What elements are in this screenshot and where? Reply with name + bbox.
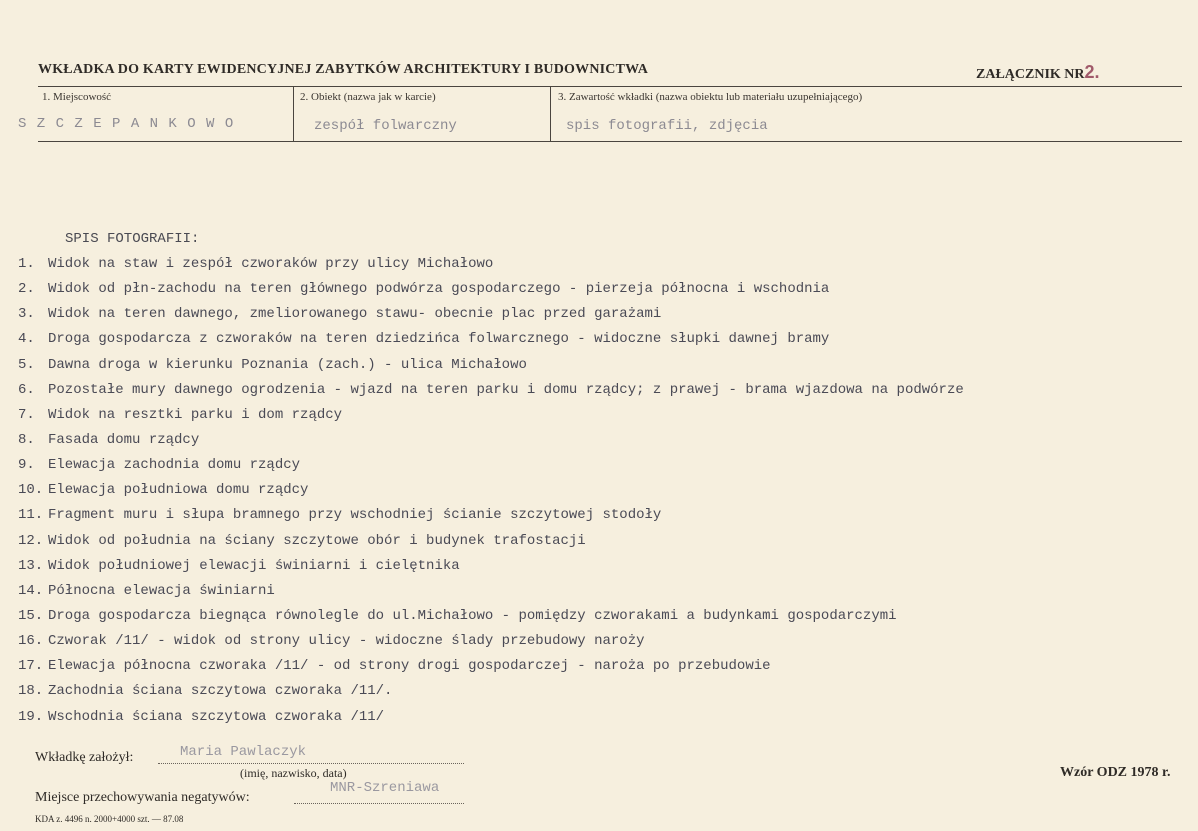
list-item	[18, 255, 964, 280]
list-item-text: Droga gospodarcza z czworaków na teren dziedzińca folwarcznego - widoczne słupki dawnej bramy	[48, 331, 830, 348]
list-item-number: 16.	[18, 633, 44, 650]
storage-value: MNR-Szreniawa	[330, 780, 440, 796]
header-bottom-rule	[38, 141, 1182, 142]
storage-label: Miejsce przechowywania negatywów:	[35, 790, 250, 805]
list-item-text: Elewacja północna czworaka /11/ - od strony drogi gospodarczej - naroża po przebudowie	[48, 658, 771, 675]
list-item	[18, 406, 964, 431]
form-title: WKŁADKA DO KARTY EWIDENCYJNEJ ZABYTKÓW ARCHITEKTURY I BUDOWNICTWA	[38, 62, 649, 77]
list-item-number: 17.	[18, 658, 44, 675]
list-item-text: Wschodnia ściana szczytowa czworaka /11/	[48, 708, 385, 725]
list-item	[18, 330, 964, 355]
object-value: zespół folwarczny	[314, 118, 457, 134]
founder-dotted-line	[158, 763, 464, 764]
list-item-number: 14.	[18, 582, 44, 599]
list-item	[18, 557, 964, 582]
list-item-text: Widok od południa na ściany szczytowe obór i budynek trafostacji	[48, 532, 586, 549]
list-item-text: Elewacja zachodnia domu rządcy	[48, 457, 301, 474]
list-item-text: Widok na staw i zespół czworaków przy ulicy Michałowo	[48, 256, 494, 272]
list-item-text: Czworak /11/ - widok od strony ulicy - widoczne ślady przebudowy naroży	[48, 633, 645, 650]
list-item-text: Zachodnia ściana szczytowa czworaka /11/.	[48, 683, 393, 700]
list-item-number: 12.	[18, 532, 44, 549]
list-item	[18, 456, 964, 481]
founder-hint: (imię, nazwisko, data)	[240, 766, 347, 780]
form-model: Wzór ODZ 1978 r.	[1060, 765, 1171, 780]
list-item-number: 18.	[18, 683, 44, 700]
list-item	[18, 431, 964, 456]
list-item-text: Północna elewacja świniarni	[48, 582, 275, 599]
list-item-text: Elewacja południowa domu rządcy	[48, 482, 309, 499]
list-item	[18, 657, 964, 682]
list-item-text: Widok na resztki parku i dom rządcy	[48, 406, 343, 423]
list-item-text: Widok od płn-zachodu na teren głównego podwórza gospodarczego - pierzeja północna i wschodnia	[48, 281, 830, 298]
list-item-number: 19.	[18, 708, 44, 725]
storage-dotted-line	[294, 803, 464, 804]
list-item	[18, 582, 964, 607]
header-top-rule	[38, 86, 1182, 87]
list-item-text: Fragment muru i słupa bramnego przy wschodniej ścianie szczytowej stodoły	[48, 507, 662, 524]
list-item-number: 8.	[18, 431, 35, 448]
field-divider-2	[550, 86, 551, 141]
list-item-text: Pozostałe mury dawnego ogrodzenia - wjazd na teren parku i domu rządcy; z prawej - brama wjazdowa na podwórze	[48, 381, 964, 398]
list-item-number: 9.	[18, 457, 35, 474]
annex-number-value: 2.	[1084, 62, 1100, 82]
list-item-number: 15.	[18, 607, 44, 624]
list-item	[18, 506, 964, 531]
list-heading: SPIS FOTOGRAFII:	[65, 231, 200, 247]
list-item-number: 1.	[18, 256, 35, 272]
list-item-text: Droga gospodarcza biegnąca równolegle do ul.Michałowo - pomiędzy czworakami a budynkami gospodarczymi	[48, 607, 897, 624]
list-item-number: 6.	[18, 381, 35, 398]
content-label: 3. Zawartość wkładki (nazwa obiektu lub materiału uzupełniającego)	[558, 91, 863, 103]
list-item-number: 2.	[18, 281, 35, 298]
object-label: 2. Obiekt (nazwa jak w karcie)	[300, 91, 436, 103]
list-item	[18, 607, 964, 632]
list-item	[18, 682, 964, 707]
photo-list	[18, 255, 964, 733]
list-item-text: Fasada domu rządcy	[48, 431, 200, 448]
list-item	[18, 280, 964, 305]
list-item	[18, 305, 964, 330]
content-value: spis fotografii, zdjęcia	[566, 118, 768, 134]
list-item-number: 5.	[18, 356, 35, 373]
founder-value: Maria Pawlaczyk	[180, 744, 307, 760]
annex-label: ZAŁĄCZNIK NR	[976, 67, 1085, 82]
list-item-text: Widok południowej elewacji świniarni i cielętnika	[48, 557, 460, 574]
field-divider-1	[293, 86, 294, 141]
list-item-number: 7.	[18, 406, 35, 423]
founder-label: Wkładkę założył:	[35, 750, 134, 765]
list-item-number: 11.	[18, 507, 44, 524]
annex-number	[976, 62, 1100, 83]
print-info: KDA z. 4496 n. 2000+4000 szt. — 87.08	[35, 814, 184, 824]
list-item-text: Dawna droga w kierunku Poznania (zach.) - ulica Michałowo	[48, 356, 527, 373]
list-item	[18, 632, 964, 657]
list-item	[18, 532, 964, 557]
list-item	[18, 481, 964, 506]
list-item-number: 10.	[18, 482, 44, 499]
list-item	[18, 708, 964, 733]
locality-value: S Z C Z E P A N K O W O	[18, 116, 235, 132]
list-item	[18, 356, 964, 381]
list-item-number: 13.	[18, 557, 44, 574]
list-item-number: 4.	[18, 331, 35, 348]
list-item-number: 3.	[18, 306, 35, 323]
list-item-text: Widok na teren dawnego, zmeliorowanego stawu- obecnie plac przed garażami	[48, 306, 662, 323]
list-item	[18, 381, 964, 406]
locality-label: 1. Miejscowość	[42, 91, 112, 103]
